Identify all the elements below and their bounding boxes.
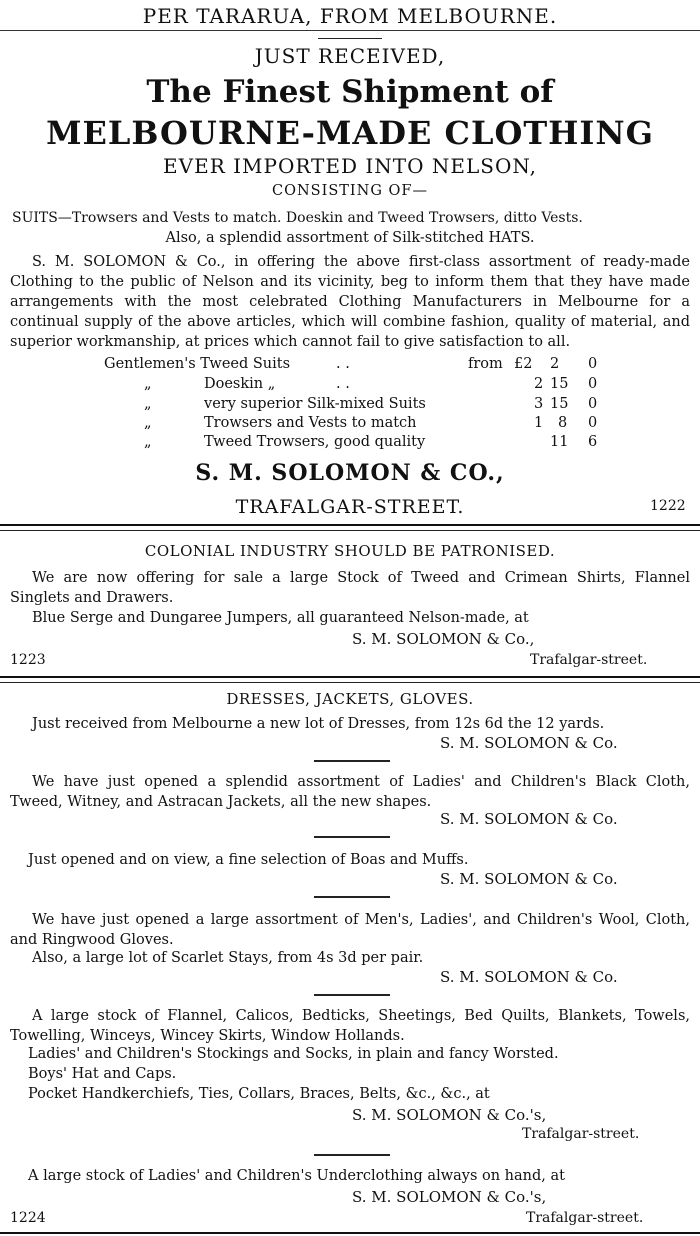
hats-line: Also, a splendid assortment of Silk-stitched HATS. <box>165 230 535 246</box>
price-ditto: „ <box>144 376 152 392</box>
price-ditto: „ <box>144 434 152 450</box>
firm-signature: S. M. SOLOMON & Co. <box>440 734 618 752</box>
flourish-rule <box>314 760 390 762</box>
price-pence: 0 <box>588 415 598 431</box>
divider <box>0 682 700 683</box>
price-pence: 6 <box>588 434 598 450</box>
masthead: PER TARARUA, FROM MELBOURNE. <box>142 4 558 28</box>
ad3-jackets: We have just opened a splendid assortment of Ladies' and Children's Black Cloth, Tweed, Witney, and Astracan Jackets, all the new shapes. <box>10 774 690 810</box>
ad3-gloves: We have just opened a large assortment of Men's, Ladies', and Children's Wool, Cloth, and Ringwood Gloves. <box>10 912 690 948</box>
ad3-hats: Boys' Hat and Caps. <box>28 1066 177 1082</box>
ad2-body-jumpers: Blue Serge and Dungaree Jumpers, all guaranteed Nelson-made, at <box>32 610 529 626</box>
ad3-boas: Just opened and on view, a fine selection of Boas and Muffs. <box>28 852 469 868</box>
divider <box>0 530 700 531</box>
firm-signature: S. M. SOLOMON & Co. <box>440 870 618 888</box>
suits-line: SUITS—Trowsers and Vests to match. Doeskin and Tweed Trowsers, ditto Vests. <box>12 210 583 226</box>
ad1-body: S. M. SOLOMON & Co., in offering the above first-class assortment of ready-made Clothing to the public of Nelson and its vicinity, beg to inform them that they have made arrangements with the most celebrated Clothing Manufacturers in Melbourne for a continual supply of the above articles, which will combine fashion, quality of material, and superior workmanship, at prices which cannot fail to give satisfaction to all. <box>10 254 690 350</box>
price-item: very superior Silk-mixed Suits <box>204 396 426 412</box>
short-rule <box>318 38 382 39</box>
price-pence: 0 <box>588 356 598 372</box>
flourish-rule <box>314 994 390 996</box>
price-dots: . . <box>336 376 350 392</box>
firm-signature: S. M. SOLOMON & Co. <box>440 810 618 828</box>
firm-signature: S. M. SOLOMON & Co.'s, <box>352 1188 547 1206</box>
flourish-rule <box>314 896 390 898</box>
price-pounds: 2 <box>534 376 544 392</box>
ad3-stays: Also, a large lot of Scarlet Stays, from 4s 3d per pair. <box>32 950 424 966</box>
price-from: from <box>468 356 503 372</box>
ad3-dresses: Just received from Melbourne a new lot of Dresses, from 12s 6d the 12 yards. <box>32 716 605 732</box>
ad3-heading: DRESSES, JACKETS, GLOVES. <box>226 690 474 708</box>
price-pounds: £2 <box>514 356 533 372</box>
price-item: Tweed Trowsers, good quality <box>204 434 426 450</box>
price-shillings: 15 <box>550 396 569 412</box>
ad3-stockings: Ladies' and Children's Stockings and Socks, in plain and fancy Worsted. <box>28 1046 559 1062</box>
ad-number: 1222 <box>650 498 686 514</box>
ad-number: 1224 <box>10 1210 46 1226</box>
price-item: Gentlemen's Tweed Suits <box>104 356 291 372</box>
top-rule <box>0 30 700 31</box>
price-pounds: 1 <box>534 415 544 431</box>
ad3-handkerchiefs: Pocket Handkerchiefs, Ties, Collars, Braces, Belts, &c., &c., at <box>28 1086 490 1102</box>
price-pence: 0 <box>588 396 598 412</box>
price-shillings: 8 <box>558 415 568 431</box>
ad3-flannel: A large stock of Flannel, Calicos, Bedticks, Sheetings, Bed Quilts, Blankets, Towels, Towelling, Winceys, Wincey Skirts, Window Hollands. <box>10 1008 690 1044</box>
price-item: Trowsers and Vests to match <box>204 415 417 431</box>
just-received: JUST RECEIVED, <box>254 44 446 68</box>
price-pounds: 3 <box>534 396 544 412</box>
firm-signature: S. M. SOLOMON & Co., <box>352 630 535 648</box>
firm-name: S. M. SOLOMON & CO., <box>195 460 505 486</box>
flourish-rule <box>314 1154 390 1156</box>
divider <box>0 676 700 678</box>
consisting-of: CONSISTING OF— <box>272 183 428 199</box>
price-pence: 0 <box>588 376 598 392</box>
flourish-rule <box>314 836 390 838</box>
street-signature: Trafalgar-street. <box>526 1210 644 1226</box>
price-dots: . . <box>336 356 350 372</box>
street-signature: Trafalgar-street. <box>530 652 648 668</box>
firm-signature: S. M. SOLOMON & Co.'s, <box>352 1106 547 1124</box>
headline-finest-shipment: The Finest Shipment of <box>146 74 554 110</box>
street-name: TRAFALGAR-STREET. <box>235 496 465 518</box>
price-item: Doeskin „ <box>204 376 276 392</box>
street-signature: Trafalgar-street. <box>522 1126 640 1142</box>
headline-ever-imported: EVER IMPORTED INTO NELSON, <box>163 154 537 178</box>
ad-number: 1223 <box>10 652 46 668</box>
ad2-heading: COLONIAL INDUSTRY SHOULD BE PATRONISED. <box>144 542 556 560</box>
price-ditto: „ <box>144 396 152 412</box>
ad2-body: We are now offering for sale a large Stock of Tweed and Crimean Shirts, Flannel Singlets and Drawers. <box>10 570 690 606</box>
divider <box>0 524 700 526</box>
price-shillings: 15 <box>550 376 569 392</box>
ad3-underclothing: A large stock of Ladies' and Children's Underclothing always on hand, at <box>28 1168 565 1184</box>
headline-melbourne-clothing: MELBOURNE-MADE CLOTHING <box>46 114 654 152</box>
price-ditto: „ <box>144 415 152 431</box>
price-shillings: 11 <box>550 434 569 450</box>
bottom-rule <box>0 1232 700 1234</box>
price-shillings: 2 <box>550 356 560 372</box>
firm-signature: S. M. SOLOMON & Co. <box>440 968 618 986</box>
